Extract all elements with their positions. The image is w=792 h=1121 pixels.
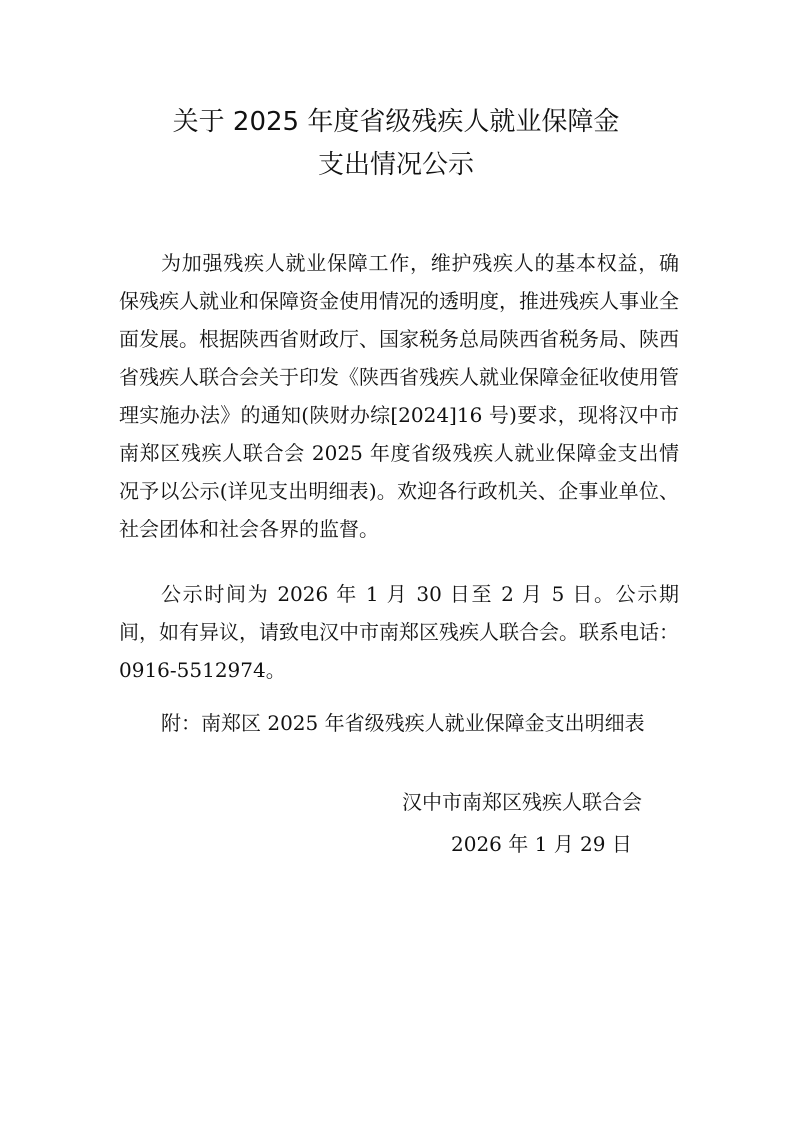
document-title-line-2: 支出情况公示 [317,150,474,180]
paragraph-announcement: 为加强残疾人就业保障工作，维护残疾人的基本权益，确保残疾人就业和保障资金使用情况的透明度，推进残疾人事业全面发展。根据陕西省财政厅、国家税务总局陕西省税务局、陕西省残疾人联合会关于印发《陕西省残疾人就业保障金征收使用管理实施办法》的通知(陕财办综[2024]16 号)要求，现将汉中市南郑区残疾人联合会 2025 年度省级残疾人就业保障金支出情况予以公示(详见支出明细表)。欢迎各行政机关、企事业单位、社会团体和社会各界的监督。 [119,251,679,541]
document-title-line-1: 关于 2025 年度省级残疾人就业保障金 [172,107,620,137]
signature-date: 2026 年 1 月 29 日 [451,832,632,856]
paragraph-publicity-period: 公示时间为 2026 年 1 月 30 日至 2 月 5 日。公示期间，如有异议，请致电汉中市南郑区残疾人联合会。联系电话：0916-5512974。 [119,582,679,682]
signature-organization: 汉中市南郑区残疾人联合会 [402,790,642,814]
paragraph-attachment: 附：南郑区 2025 年省级残疾人就业保障金支出明细表 [161,711,645,735]
